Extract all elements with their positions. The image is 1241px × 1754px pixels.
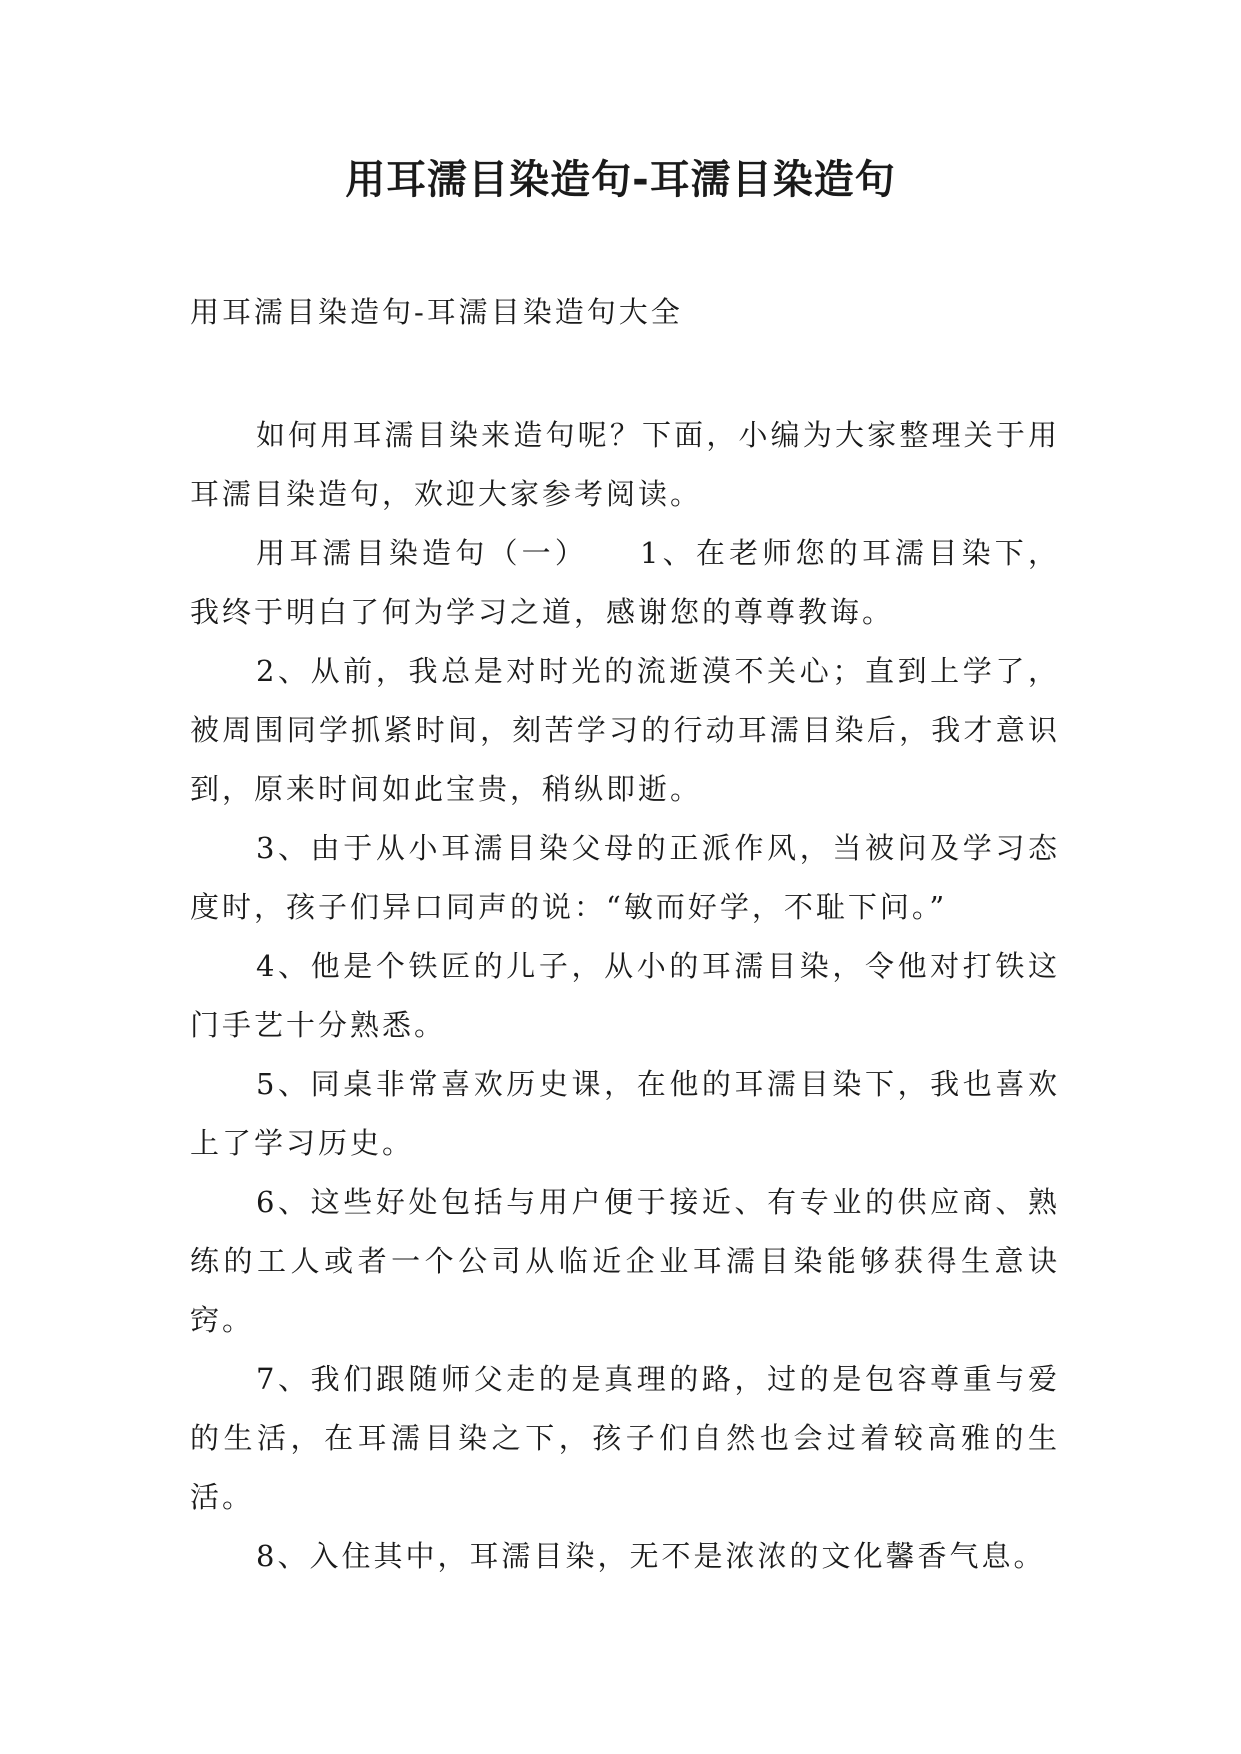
paragraph-sentence-1: 用耳濡目染造句（一） 1、在老师您的耳濡目染下，我终于明白了何为学习之道，感谢您的尊尊教诲。: [190, 536, 1060, 629]
paragraph-sentence-4: 4、他是个铁匠的儿子，从小的耳濡目染，令他对打铁这门手艺十分熟悉。: [190, 949, 1060, 1042]
paragraph-intro: 如何用耳濡目染来造句呢？下面，小编为大家整理关于用耳濡目染造句，欢迎大家参考阅读。: [190, 418, 1060, 511]
document-body: [190, 406, 1060, 1586]
paragraph-sentence-2: 2、从前，我总是对时光的流逝漠不关心；直到上学了，被周围同学抓紧时间，刻苦学习的行动耳濡目染后，我才意识到，原来时间如此宝贵，稍纵即逝。: [190, 654, 1060, 806]
paragraph-sentence-6: 6、这些好处包括与用户便于接近、有专业的供应商、熟练的工人或者一个公司从临近企业耳濡目染能够获得生意诀窍。: [190, 1185, 1060, 1337]
page-title: 用耳濡目染造句-耳濡目染造句: [345, 157, 896, 203]
page-subtitle: 用耳濡目染造句-耳濡目染造句大全: [190, 295, 683, 329]
paragraph-sentence-5: 5、同桌非常喜欢历史课，在他的耳濡目染下，我也喜欢上了学习历史。: [190, 1067, 1060, 1160]
paragraph-sentence-7: 7、我们跟随师父走的是真理的路，过的是包容尊重与爱的生活，在耳濡目染之下，孩子们自然也会过着较高雅的生活。: [190, 1362, 1060, 1514]
paragraph-sentence-3: 3、由于从小耳濡目染父母的正派作风，当被问及学习态度时，孩子们异口同声的说：“敏而好学，不耻下问。”: [190, 831, 1060, 924]
paragraph-sentence-8: 8、入住其中，耳濡目染，无不是浓浓的文化馨香气息。: [256, 1539, 1046, 1573]
